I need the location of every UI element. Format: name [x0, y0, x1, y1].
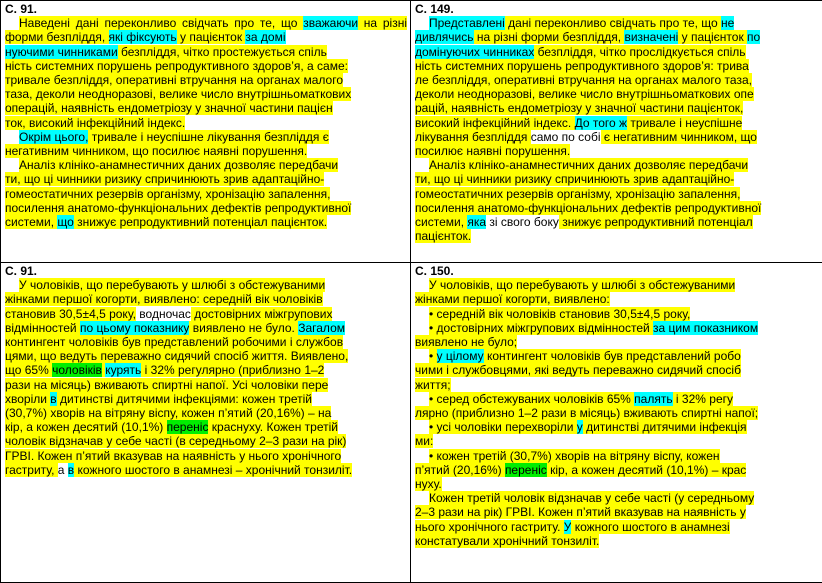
- matched-text-highlight: ле безпліддя, оперативні втручання на органах малого таза,: [415, 73, 752, 87]
- matched-text-highlight: ти, що ці чинники ризику спричинюють зрив адаптаційно-: [5, 172, 324, 186]
- matched-text-highlight: жінками першої когорти, виявлено:: [415, 292, 610, 306]
- matched-text-highlight: операцій, наявність ендометріозу у значної частини пацієн: [5, 101, 333, 115]
- matched-text-highlight: деколи неодноразові, велике число внутрішньоматкових опе: [415, 87, 754, 101]
- matched-text-highlight: контингент чоловіків був представлений робочими і службов: [5, 335, 343, 349]
- matched-text-highlight: жінками першої когорти, виявлено: середній вік чоловіків: [5, 292, 323, 306]
- matched-text-highlight: констатували хронічний тонзиліт.: [415, 534, 599, 548]
- changed-text-highlight: Загалом: [298, 321, 345, 335]
- matched-text-highlight: і 32% регулярно (приблизно 1–2: [141, 363, 324, 377]
- changed-word-highlight: переніс: [505, 463, 547, 477]
- changed-text-highlight: у цілому: [437, 349, 484, 363]
- changed-text-highlight: домінуючих чинниках: [415, 45, 534, 59]
- matched-text-highlight: знижує репродуктивний потенціал: [559, 215, 753, 229]
- changed-text-highlight: по: [747, 30, 760, 44]
- matched-text-highlight: рази на місяць) вживають спиртні напої. Усі чоловіки пере: [5, 378, 328, 392]
- cell-ref: С. 149.: [415, 2, 819, 16]
- matched-text-highlight: хворіли: [5, 392, 50, 406]
- matched-text-highlight: • усі чоловіки перехворіли: [429, 420, 577, 434]
- matched-text-highlight: на різні форми безпліддя,: [5, 16, 407, 44]
- matched-text-highlight: У чоловіків, що перебувають у шлюбі з обстежуваними: [19, 278, 325, 292]
- cell-ref: С. 150.: [415, 264, 819, 278]
- matched-text-highlight: кір, а кожен десятий (10,1%): [5, 420, 167, 434]
- matched-text-highlight: у пацієнток: [177, 30, 246, 44]
- matched-text-highlight: п’ятий (20,16%): [415, 463, 505, 477]
- matched-text-highlight: системи,: [415, 215, 467, 229]
- matched-text-highlight: Кожен третій чоловік відзначав у себе часті (у середньому: [429, 491, 754, 505]
- matched-text-highlight: ність системних порушень репродуктивного здоров’я, а саме:: [5, 59, 348, 73]
- matched-text-highlight: знижує репродуктивний потенціал пацієнток.: [74, 215, 327, 229]
- matched-text-highlight: виявлено не було;: [415, 335, 517, 349]
- changed-word-highlight: переніс: [167, 420, 209, 434]
- matched-text-highlight: виявлено не було.: [189, 321, 298, 335]
- matched-text-highlight: У чоловіків, що перебувають у шлюбі з обстежуваними: [429, 278, 735, 292]
- matched-text-highlight: дитинстві дитячими інфекція: [583, 420, 747, 434]
- matched-text-highlight: чоловік відзначав у себе часті (в середньому 2–3 рази на рік): [5, 434, 346, 448]
- matched-text-highlight: •: [429, 349, 437, 363]
- cell-source-p91-b: [1, 263, 411, 583]
- paragraph: [415, 392, 819, 420]
- matched-text-highlight: ти, що ці чинники ризику спричинюють зрив адаптаційно-: [415, 172, 734, 186]
- matched-text-highlight: таза, деколи неодноразові, велике число внутрішньоматкових: [5, 87, 351, 101]
- changed-text-highlight: в: [50, 392, 56, 406]
- matched-text-highlight: безпліддя, чітко простежується спіль: [118, 45, 327, 59]
- matched-text-highlight: тривале і неуспішне: [627, 116, 742, 130]
- changed-text-highlight: До того ж: [575, 116, 627, 130]
- paragraph: [415, 307, 819, 321]
- matched-text-highlight: тривале і неуспішне лікування безпліддя є: [88, 130, 328, 144]
- cell-source-p91-a: [1, 1, 411, 263]
- unhighlighted-text: само по собі: [531, 130, 601, 144]
- matched-text-highlight: • серед обстежуваних чоловіків 65%: [429, 392, 634, 406]
- cell-text: [415, 16, 819, 243]
- matched-text-highlight: цями, що ведуть переважно сидячий спосіб життя. Виявлено,: [5, 349, 348, 363]
- cell-compare-p150: [411, 263, 822, 583]
- matched-text-highlight: ми:: [415, 434, 433, 448]
- changed-text-highlight: У: [564, 520, 572, 534]
- matched-text-highlight: • достовірних міжгрупових відмінностей: [429, 321, 653, 335]
- matched-text-highlight: гастриту,: [5, 463, 58, 477]
- changed-text-highlight: в: [68, 463, 74, 477]
- paragraph: [415, 278, 819, 306]
- paragraph: [415, 321, 819, 349]
- matched-text-highlight: ність системних порушень репродуктивного здоров’я: трива: [415, 59, 749, 73]
- matched-text-highlight: Аналіз клініко-анамнестичних даних дозволяє передбачи: [429, 158, 748, 172]
- changed-text-highlight: яка: [467, 215, 486, 229]
- cell-ref: С. 91.: [5, 2, 407, 16]
- paragraph: [415, 158, 819, 243]
- matched-text-highlight: посилення анатомо-функціональних дефектів репродуктивної: [415, 201, 761, 215]
- matched-text-highlight: Аналіз клініко-анамнестичних даних дозволяє передбачи: [19, 158, 338, 172]
- changed-text-highlight: за цим показником: [653, 321, 758, 335]
- matched-text-highlight: ток, високий інфекційний індекс.: [5, 116, 185, 130]
- unhighlighted-text: водночас: [136, 307, 191, 321]
- matched-text-highlight: становив 30,5±4,5 року,: [5, 307, 136, 321]
- matched-text-highlight: лярно (приблизно 1–2 рази в місяць) вживають спиртні напої;: [415, 406, 758, 420]
- paragraph: [415, 349, 819, 392]
- matched-text-highlight: ГРВІ. Кожен п’ятий вказував на наявність у нього хронічного: [5, 449, 341, 463]
- matched-text-highlight: є негативним чинником, що: [601, 130, 757, 144]
- changed-text-highlight: палять: [634, 392, 672, 406]
- matched-text-highlight: відмінностей: [5, 321, 80, 335]
- matched-text-highlight: (30,7%) хворів на вітряну віспу, кожен п’ятий (20,16%) – на: [5, 406, 331, 420]
- matched-text-highlight: високий інфекційний індекс.: [415, 116, 575, 130]
- matched-text-highlight: у пацієнток: [678, 30, 747, 44]
- matched-text-highlight: життя;: [415, 378, 451, 392]
- cell-text: [5, 16, 407, 229]
- cell-text: [415, 278, 819, 548]
- paragraph: [415, 449, 819, 492]
- matched-text-highlight: лікування безпліддя: [415, 130, 531, 144]
- paragraph: [5, 16, 407, 130]
- matched-text-highlight: і 32% регу: [673, 392, 733, 406]
- matched-text-highlight: 2–3 рази на рік) ГРВІ. Кожен п’ятий вказував на наявність у: [415, 505, 746, 519]
- paragraph: [5, 158, 407, 229]
- matched-text-highlight: гомеостатичних резервів організму, хронізацію запалення,: [5, 187, 330, 201]
- matched-text-highlight: кожного шостого в анамнезі – хронічний тонзиліт.: [74, 463, 352, 477]
- cell-text: [5, 278, 407, 477]
- matched-text-highlight: • середній вік чоловіків становив 30,5±4,5 року,: [429, 307, 690, 321]
- cell-ref: С. 91.: [5, 264, 407, 278]
- matched-text-highlight: краснуху. Кожен третій: [208, 420, 338, 434]
- matched-text-highlight: чими і службовцями, які ведуть переважно сидячий спосіб: [415, 363, 741, 377]
- cell-compare-p149: [411, 1, 822, 263]
- changed-text-highlight: по цьому показнику: [80, 321, 189, 335]
- matched-text-highlight: посилює наявні порушення.: [415, 144, 570, 158]
- unhighlighted-text: зі свого боку: [486, 215, 559, 229]
- matched-text-highlight: контингент чоловіків був представлений робо: [484, 349, 741, 363]
- matched-text-highlight: посилення анатомо-функціональних дефектів репродуктивної: [5, 201, 351, 215]
- changed-text-highlight: курять: [105, 363, 141, 377]
- matched-text-highlight: дані переконливо свідчать про те, що: [505, 16, 721, 30]
- paragraph: [415, 420, 819, 448]
- unhighlighted-text: а: [58, 463, 68, 477]
- paragraph: [5, 130, 407, 158]
- changed-text-highlight: які фіксують: [109, 30, 177, 44]
- matched-text-highlight: кожного шостого в анамнезі: [571, 520, 729, 534]
- matched-text-highlight: тривале безпліддя, оперативні втручання на органах малого: [5, 73, 343, 87]
- changed-text-highlight: зважаючи: [303, 16, 358, 30]
- matched-text-highlight: кір, а кожен десятий (10,1%) – крас: [547, 463, 747, 477]
- changed-text-highlight: не: [721, 16, 734, 30]
- paragraph: [415, 16, 819, 158]
- changed-text-highlight: Представлені: [429, 16, 505, 30]
- matched-text-highlight: що 65%: [5, 363, 52, 377]
- paragraph: [5, 278, 407, 477]
- changed-word-highlight: чоловіків: [52, 363, 102, 377]
- changed-text-highlight: Окрім цього,: [19, 130, 88, 144]
- paragraph: [415, 491, 819, 548]
- matched-text-highlight: негативним чинником, що посилює наявні порушення.: [5, 144, 307, 158]
- matched-text-highlight: гомеостатичних резервів організму, хронізацію запалення,: [415, 187, 740, 201]
- matched-text-highlight: дитинстві дитячими інфекціями: кожен третій: [57, 392, 312, 406]
- matched-text-highlight: пацієнток.: [415, 229, 471, 243]
- matched-text-highlight: на різні форми безпліддя,: [474, 30, 625, 44]
- changed-text-highlight: визначені: [624, 30, 678, 44]
- matched-text-highlight: системи,: [5, 215, 57, 229]
- changed-text-highlight: нуючими чинниками: [5, 45, 118, 59]
- changed-text-highlight: за домі: [245, 30, 285, 44]
- matched-text-highlight: рацій, наявність ендометріозу у значної частини пацієнток,: [415, 101, 743, 115]
- matched-text-highlight: Наведені дані переконливо свідчать про те, що: [19, 16, 303, 30]
- matched-text-highlight: нього хронічного гастриту.: [415, 520, 564, 534]
- matched-text-highlight: безпліддя, чітко прослідкується спіль: [534, 45, 745, 59]
- changed-text-highlight: що: [57, 215, 73, 229]
- matched-text-highlight: • кожен третій (30,7%) хворів на вітряну віспу, кожен: [429, 449, 720, 463]
- matched-text-highlight: достовірних міжгрупових: [191, 307, 333, 321]
- changed-text-highlight: у: [577, 420, 583, 434]
- changed-text-highlight: дивлячись: [415, 30, 474, 44]
- matched-text-highlight: нуху.: [415, 477, 442, 491]
